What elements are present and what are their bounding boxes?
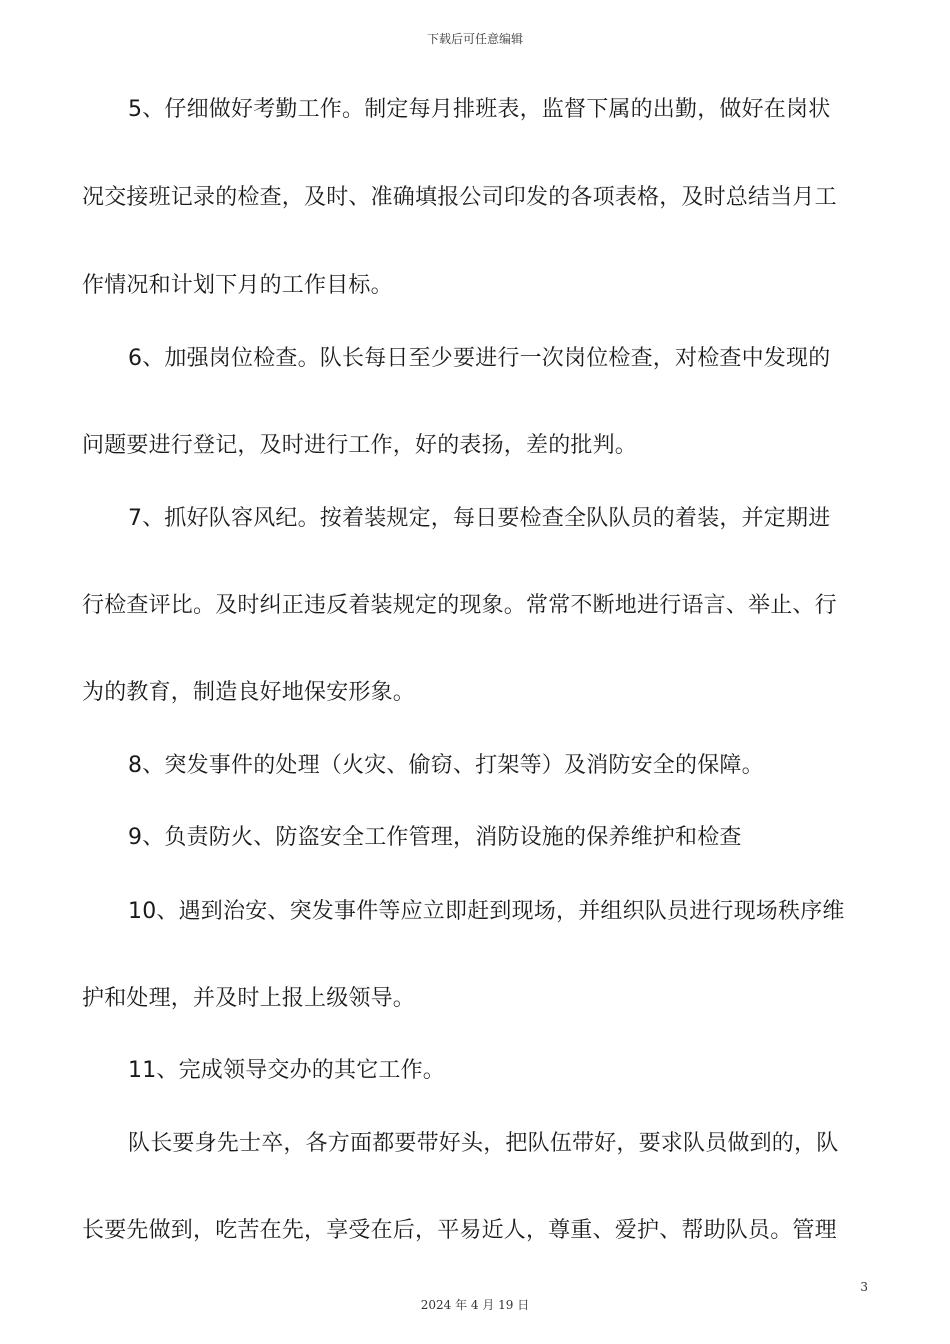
- paragraph-12-line-2: 长要先做到，吃苦在先，享受在后，平易近人，尊重、爱护、帮助队员。管理: [82, 1218, 837, 1243]
- paragraph-7-line-1: 7、抓好队容风纪。按着装规定，每日要检查全队队员的着装，并定期进: [128, 506, 831, 531]
- paragraph-11-line-1: 11、完成领导交办的其它工作。: [128, 1058, 445, 1083]
- paragraph-5-line-2: 况交接班记录的检查，及时、准确填报公司印发的各项表格，及时总结当月工: [82, 185, 837, 210]
- paragraph-7-line-3: 为的教育，制造良好地保安形象。: [82, 680, 416, 705]
- page-footer-date: 2024 年 4 月 19 日: [420, 1298, 530, 1312]
- paragraph-10-line-2: 护和处理，并及时上报上级领导。: [82, 986, 416, 1011]
- paragraph-5-line-1: 5、仔细做好考勤工作。制定每月排班表，监督下属的出勤，做好在岗状: [128, 97, 831, 122]
- paragraph-6-line-1: 6、加强岗位检查。队长每日至少要进行一次岗位检查，对检查中发现的: [128, 346, 831, 371]
- paragraph-6-line-2: 问题要进行登记，及时进行工作，好的表扬，差的批判。: [82, 433, 638, 458]
- paragraph-12-line-1: 队长要身先士卒，各方面都要带好头，把队伍带好，要求队员做到的，队: [128, 1131, 839, 1156]
- paragraph-7-line-2: 行检查评比。及时纠正违反着装规定的现象。常常不断地进行语言、举止、行: [82, 593, 837, 618]
- page-header: 下载后可任意编辑: [426, 32, 523, 46]
- paragraph-5-line-3: 作情况和计划下月的工作目标。: [82, 273, 393, 298]
- paragraph-10-line-1: 10、遇到治安、突发事件等应立即赶到现场，并组织队员进行现场秩序维: [128, 899, 845, 924]
- paragraph-9-line-1: 9、负责防火、防盗安全工作管理，消防设施的保养维护和检查: [128, 825, 742, 850]
- paragraph-8-line-1: 8、突发事件的处理（火灾、偷窃、打架等）及消防安全的保障。: [128, 753, 764, 778]
- page-number: 3: [860, 1280, 868, 1294]
